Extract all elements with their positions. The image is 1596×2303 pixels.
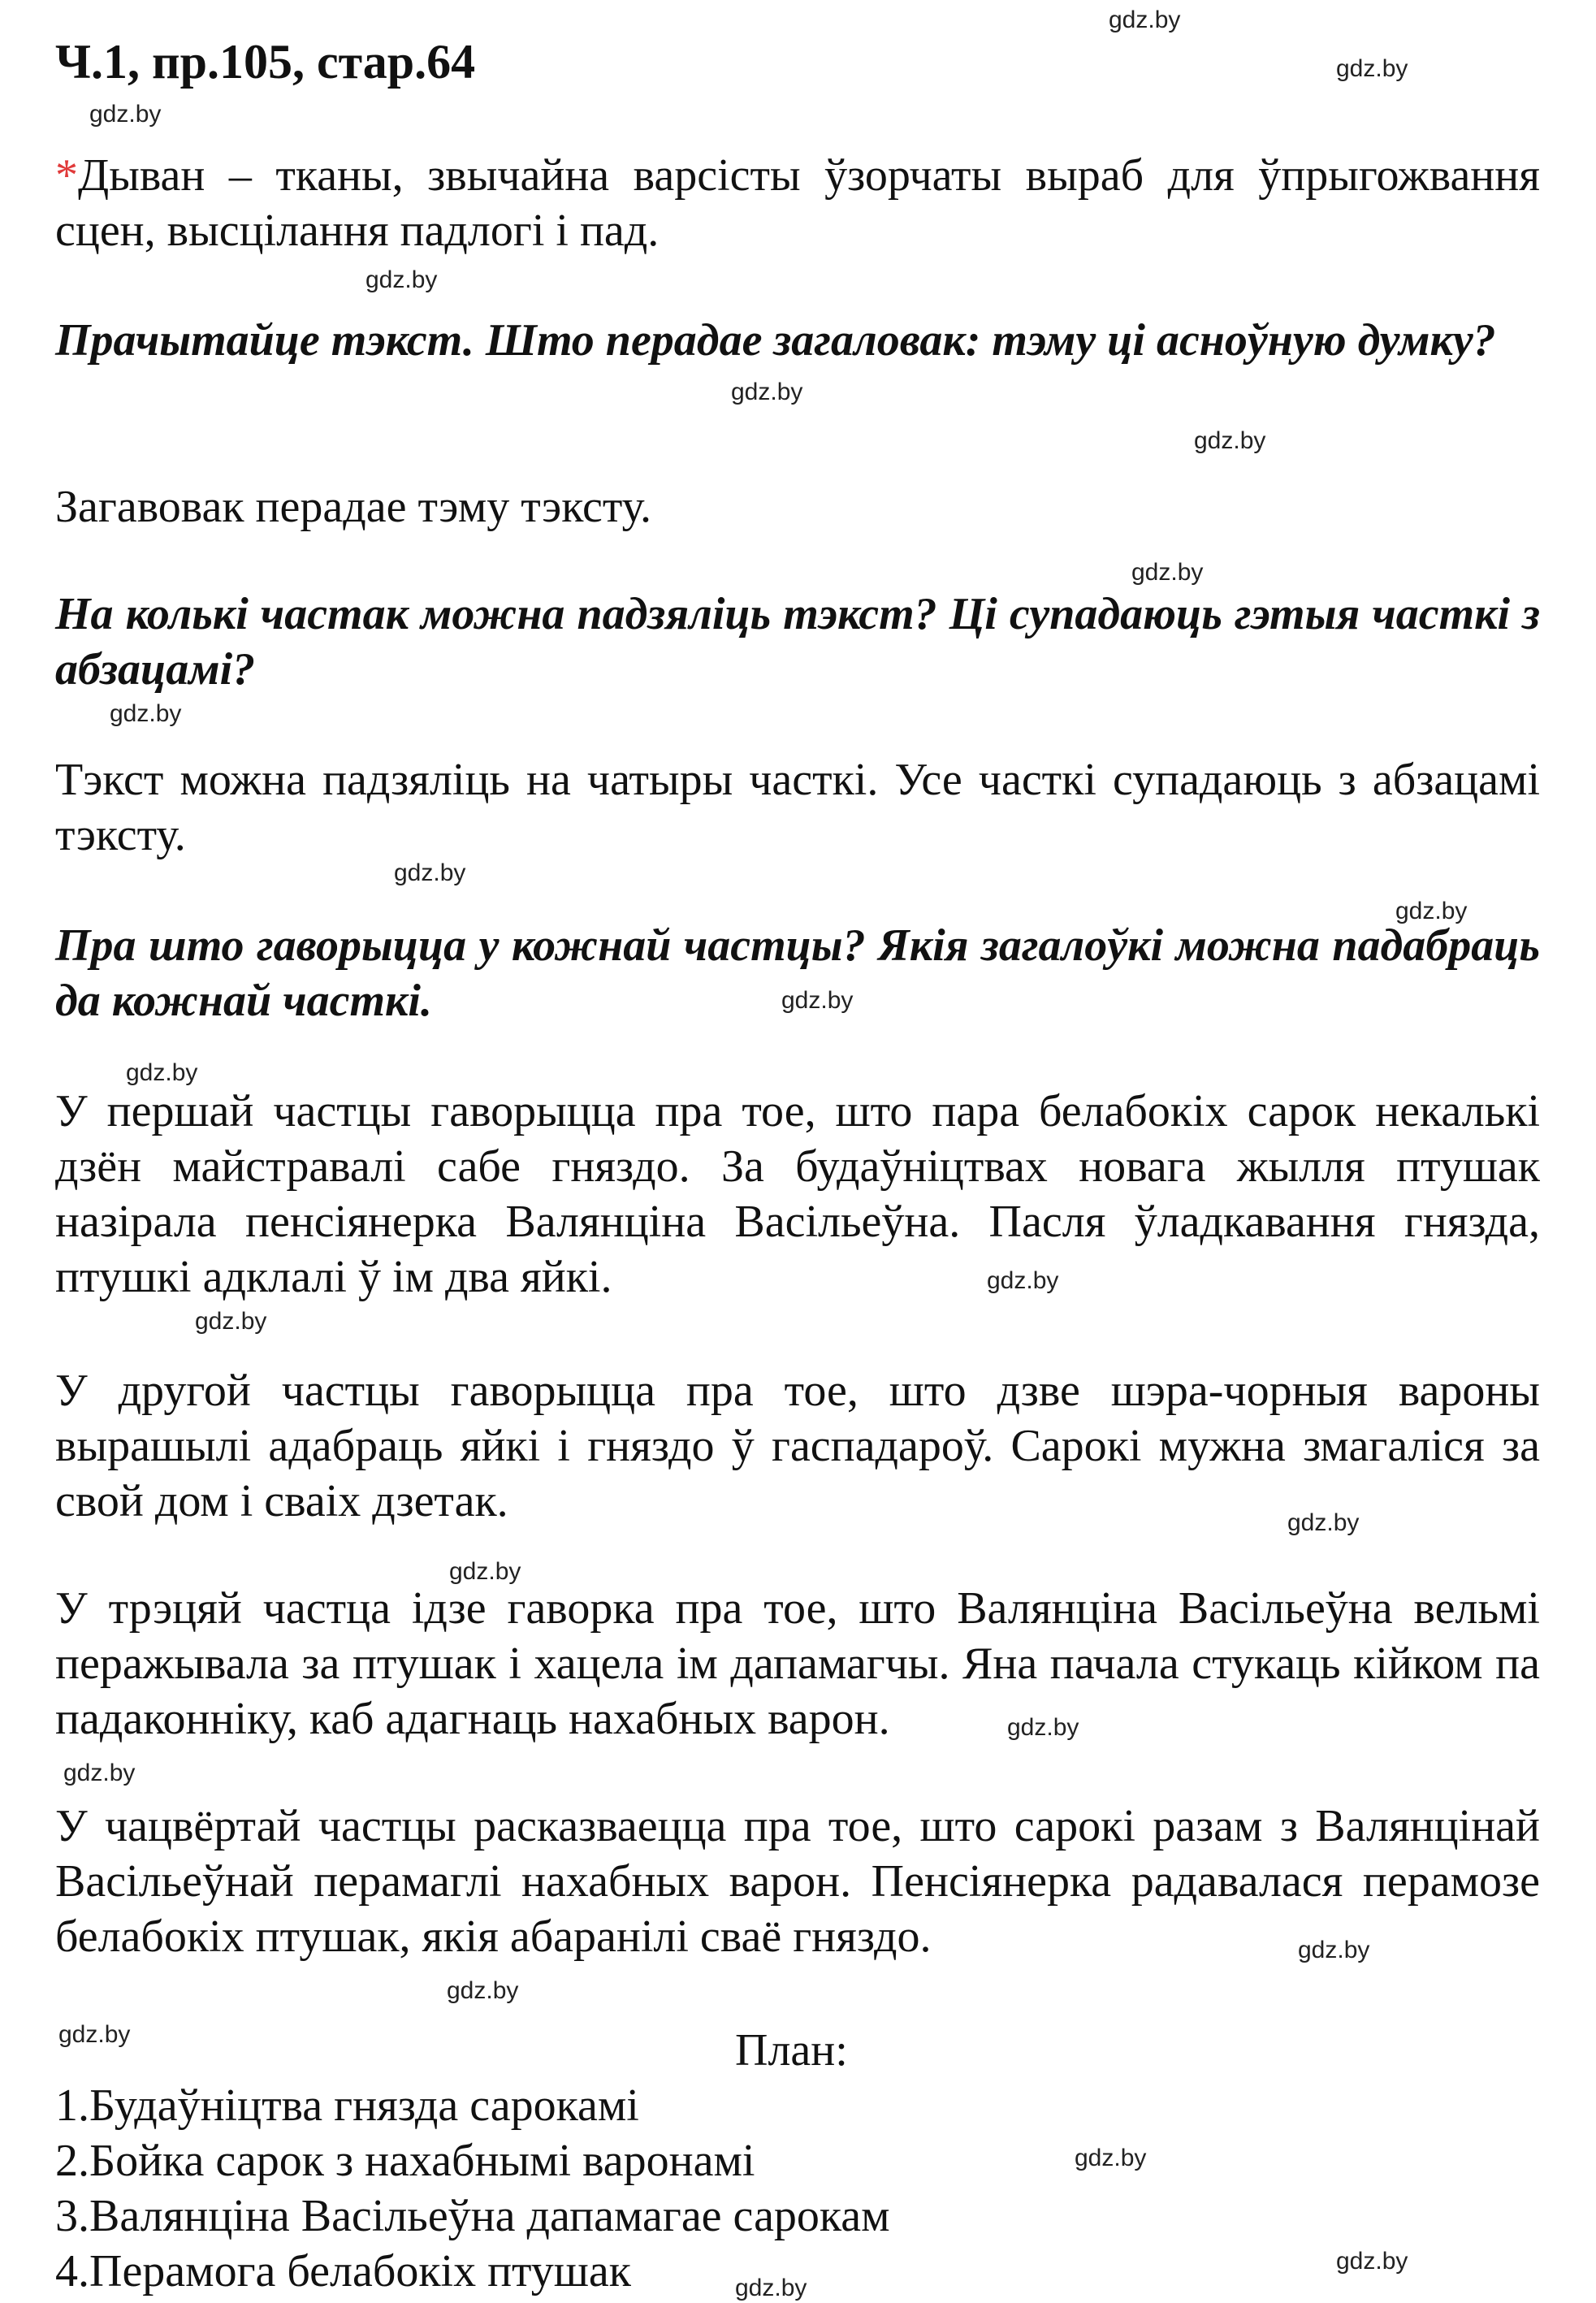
watermark: gdz.by bbox=[89, 101, 162, 128]
watermark: gdz.by bbox=[449, 1558, 521, 1585]
footnote-text: Дыван – тканы, звычайна варсісты ўзорчаты выраб для ўпрыгожвання сцен, высцілання падлогі і пад. bbox=[55, 150, 1540, 256]
footnote bbox=[55, 148, 1540, 258]
paragraph-part-4: У чацвёртай частцы расказваецца пра тое, што сарокі разам з Валянцінай Васільеўнай перамаглі нахабных варон. Пенсіянерка радавалася перамозе белабокіх птушак, якія абаранілі сваё гняздо. bbox=[55, 1801, 1540, 1962]
plan-item: 3.Валянціна Васільеўна дапамагае сарокам bbox=[55, 2191, 890, 2241]
watermark: gdz.by bbox=[987, 1267, 1059, 1294]
watermark: gdz.by bbox=[1298, 1937, 1370, 1963]
watermark: gdz.by bbox=[735, 2275, 807, 2301]
watermark: gdz.by bbox=[1287, 1509, 1360, 1536]
watermark: gdz.by bbox=[195, 1308, 267, 1335]
watermark: gdz.by bbox=[58, 2021, 131, 2048]
watermark: gdz.by bbox=[447, 1977, 519, 2004]
watermark: gdz.by bbox=[365, 266, 438, 293]
paragraph-part-1: У першай частцы гаворыцца пра тое, што пара белабокіх сарок некалькі дзён майстравалі сабе гняздо. За будаўніцтвах новага жылля птушак назірала пенсіянерка Валянціна Васільеўна. Пасля ўладкавання гнязда, птушкі адклалі ў ім два яйкі. bbox=[55, 1086, 1540, 1302]
watermark: gdz.by bbox=[1336, 2248, 1408, 2275]
page-title: Ч.1, пр.105, стар.64 bbox=[55, 35, 476, 89]
question-1: Прачытайце тэкст. Што перадае загаловак: тэму ці асноўную думку? bbox=[55, 315, 1496, 366]
paragraph-part-2: У другой частцы гаворыцца пра тое, што дзве шэра-чорныя вароны вырашылі адабраць яйкі і гняздо ў гаспадароў. Сарокі мужна змагаліся за свой дом і сваіх дзетак. bbox=[55, 1366, 1540, 1526]
question-3: Пра што гаворыцца у кожнай частцы? Якія загалоўкі можна падабраць да кожнай часткі. bbox=[55, 920, 1540, 1026]
plan-title: План: bbox=[735, 2025, 848, 2076]
watermark: gdz.by bbox=[1336, 55, 1408, 82]
watermark: gdz.by bbox=[1075, 2145, 1147, 2171]
paragraph-part-3: У трэцяй частца ідзе гаворка пра тое, што Валянціна Васільеўна вельмі перажывала за птушак і хацела ім дапамагчы. Яна пачала стукаць кійком па падаконніку, каб адагнаць нахабных варон. bbox=[55, 1583, 1540, 1744]
plan-item: 2.Бойка сарок з нахабнымі варонамі bbox=[55, 2136, 755, 2186]
answer-1: Загавовак перадае тэму тэксту. bbox=[55, 482, 651, 532]
watermark: gdz.by bbox=[1131, 559, 1204, 586]
plan-item: 1.Будаўніцтва гнязда сарокамі bbox=[55, 2080, 639, 2131]
watermark: gdz.by bbox=[1109, 6, 1181, 33]
watermark: gdz.by bbox=[126, 1059, 198, 1086]
watermark: gdz.by bbox=[731, 379, 803, 405]
plan-item: 4.Перамога белабокіх птушак bbox=[55, 2246, 631, 2297]
watermark: gdz.by bbox=[1395, 898, 1468, 924]
answer-2: Тэкст можна падзяліць на чатыры часткі. Усе часткі супадаюць з абзацамі тэксту. bbox=[55, 755, 1540, 860]
plan-list bbox=[55, 2078, 890, 2299]
footnote-asterisk: * bbox=[55, 150, 78, 201]
watermark: gdz.by bbox=[63, 1760, 136, 1786]
question-2: На колькі частак можна падзяліць тэкст? Ці супадаюць гэтыя часткі з абзацамі? bbox=[55, 589, 1540, 695]
watermark: gdz.by bbox=[394, 859, 466, 886]
watermark: gdz.by bbox=[781, 987, 854, 1014]
watermark: gdz.by bbox=[1007, 1714, 1079, 1741]
watermark: gdz.by bbox=[1194, 427, 1266, 454]
watermark: gdz.by bbox=[110, 700, 182, 727]
